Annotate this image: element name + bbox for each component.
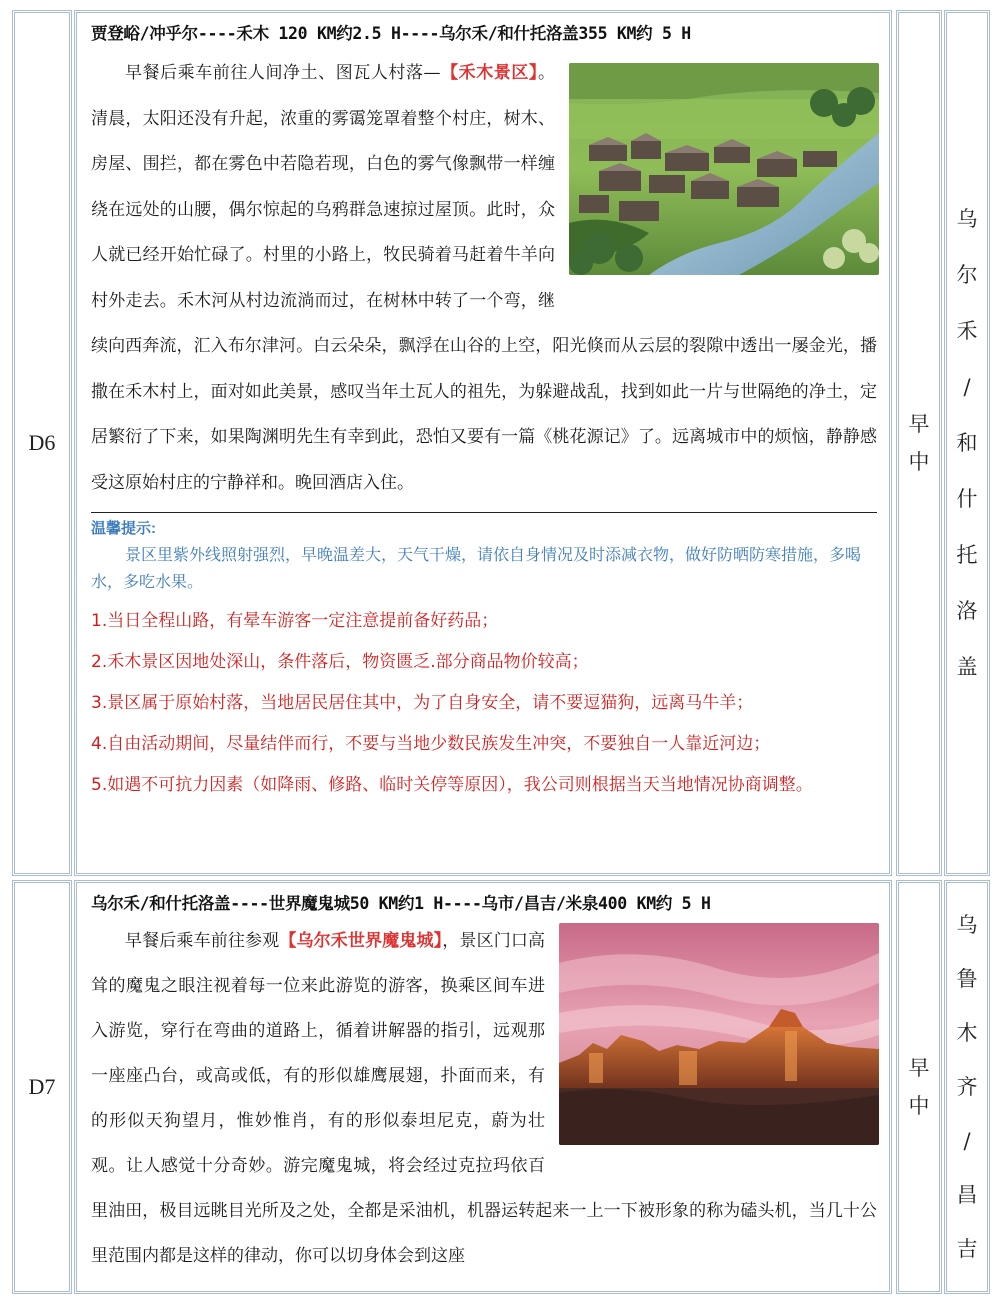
- hotel-char: 鲁: [956, 967, 978, 991]
- tip-text: 景区里紫外线照射强烈，早晚温差大，天气干燥，请依自身情况及时添减衣物，做好防晒防寒措施，多喝水，多吃水果。: [91, 545, 862, 591]
- hotel-char: /: [963, 375, 971, 399]
- day-label: D7: [28, 1074, 56, 1099]
- description-text: 。清晨，太阳还没有升起，浓重的雾霭笼罩着整个村庄，树木、房屋、围拦，都在雾色中若隐若现，白色的雾气像飘带一样缠绕在远处的山腰，偶尔惊起的乌鸦群急速掠过屋顶。此时，众人就已经开始忙碌了。村里的小路上，牧民骑着马赶着牛羊向村外走去。禾木河从村边流淌而过，在树林中转了一个弯，继续向西奔流，汇入布尔津河。白云朵朵，飘浮在山谷的上空，阳光倏而从云层的裂隙中透出一屡金光，播撒在禾木村上，面对如此美景，感叹当年土瓦人的祖先，为躲避战乱，找到如此一片与世隔绝的净土，定居繁衍了下来，如果陶渊明先生有幸到此，恐怕又要有一篇《桃花源记》了。远离城市中的烦恼，静静感受这原始村庄的宁静祥和。晚回酒店入住。: [91, 63, 877, 493]
- hotel-location: [957, 191, 978, 695]
- day-label: D6: [28, 430, 56, 455]
- hotel-char: 乌: [956, 207, 978, 231]
- hotel-char: 什: [956, 487, 978, 511]
- meal-lunch: 中: [908, 1094, 930, 1118]
- hotel-char: 尔: [956, 263, 978, 287]
- ghost-city-photo: [559, 923, 879, 1145]
- intro-text: 早餐后乘车前往参观: [125, 931, 280, 951]
- hotel-char: 乌: [956, 913, 978, 937]
- hemu-village-photo: [569, 63, 879, 275]
- hotel-cell-d7: [944, 880, 990, 1294]
- hotel-char: 托: [956, 543, 978, 567]
- description-text: ，景区门口高耸的魔鬼之眼注视着每一位来此游览的游客，换乘区间车进入游览，穿行在弯曲的道路上，循着讲解器的指引，远观那一座座凸台，或高或低，有的形似雄鹰展翅，扑面而来，有的形似天狗望月，惟妙惟肖，有的形似泰坦尼克，蔚为壮观。让人感觉十分奇妙。游完魔鬼城，将会经过克拉玛依百里油田，极目远眺目光所及之处，全都是采油机，机器运转起来一上一下被形象的称为磕头机，当几十公里范围内都是这样的律动，你可以切身体会到这座: [91, 931, 877, 1266]
- hotel-location: [957, 898, 978, 1276]
- note-item: 1.当日全程山路，有晕车游客一定注意提前备好药品；: [91, 611, 499, 631]
- tip-title: 温馨提示:: [91, 520, 156, 537]
- scenic-spot-highlight: 【禾木景区】: [440, 63, 538, 83]
- meals-list: [909, 1049, 930, 1125]
- note-item: 3.景区属于原始村落，当地居民居住其中，为了自身安全，请不要逗猫狗，远离马牛羊；: [91, 693, 754, 713]
- hotel-char: /: [963, 1129, 971, 1153]
- meal-breakfast: 早: [908, 1056, 930, 1080]
- hotel-char: 吉: [956, 1237, 978, 1261]
- scenic-spot-highlight: 【乌尔禾世界魔鬼城】: [279, 931, 443, 951]
- hotel-char: 齐: [956, 1075, 978, 1099]
- note-item: 4.自由活动期间，尽量结伴而行，不要与当地少数民族发生冲突，不要独自一人靠近河边；: [91, 734, 771, 754]
- itinerary-content-d6: [74, 10, 892, 876]
- hotel-char: 和: [956, 431, 978, 455]
- day-cell-d6: [12, 10, 72, 876]
- hotel-char: 洛: [956, 599, 978, 623]
- day-cell-d7: [12, 880, 72, 1294]
- hotel-char: 盖: [956, 655, 978, 679]
- route-heading: 贾登峪/冲乎尔----禾木 120 KM约2.5 H----乌尔禾/和什托洛盖355 KM约 5 H: [91, 24, 691, 43]
- intro-text: 早餐后乘车前往人间净土、图瓦人村落—: [125, 63, 441, 83]
- note-item: 2.禾木景区因地处深山，条件落后，物资匮乏.部分商品物价较高；: [91, 652, 589, 672]
- meals-list: [909, 405, 930, 481]
- meal-lunch: 中: [908, 450, 930, 474]
- hotel-cell-d6: [944, 10, 990, 876]
- route-heading: 乌尔禾/和什托洛盖----世界魔鬼城50 KM约1 H----乌市/昌吉/米泉400 KM约 5 H: [91, 894, 711, 913]
- itinerary-content-d7: [74, 880, 892, 1294]
- meals-cell-d6: [896, 10, 942, 876]
- note-item: 5.如遇不可抗力因素（如降雨、修路、临时关停等原因），我公司则根据当天当地情况协商调整。: [91, 775, 813, 795]
- meals-cell-d7: [896, 880, 942, 1294]
- hotel-char: 禾: [956, 319, 978, 343]
- hotel-char: 昌: [956, 1183, 978, 1207]
- meal-breakfast: 早: [908, 412, 930, 436]
- hotel-char: 木: [956, 1021, 978, 1045]
- divider: [91, 512, 877, 513]
